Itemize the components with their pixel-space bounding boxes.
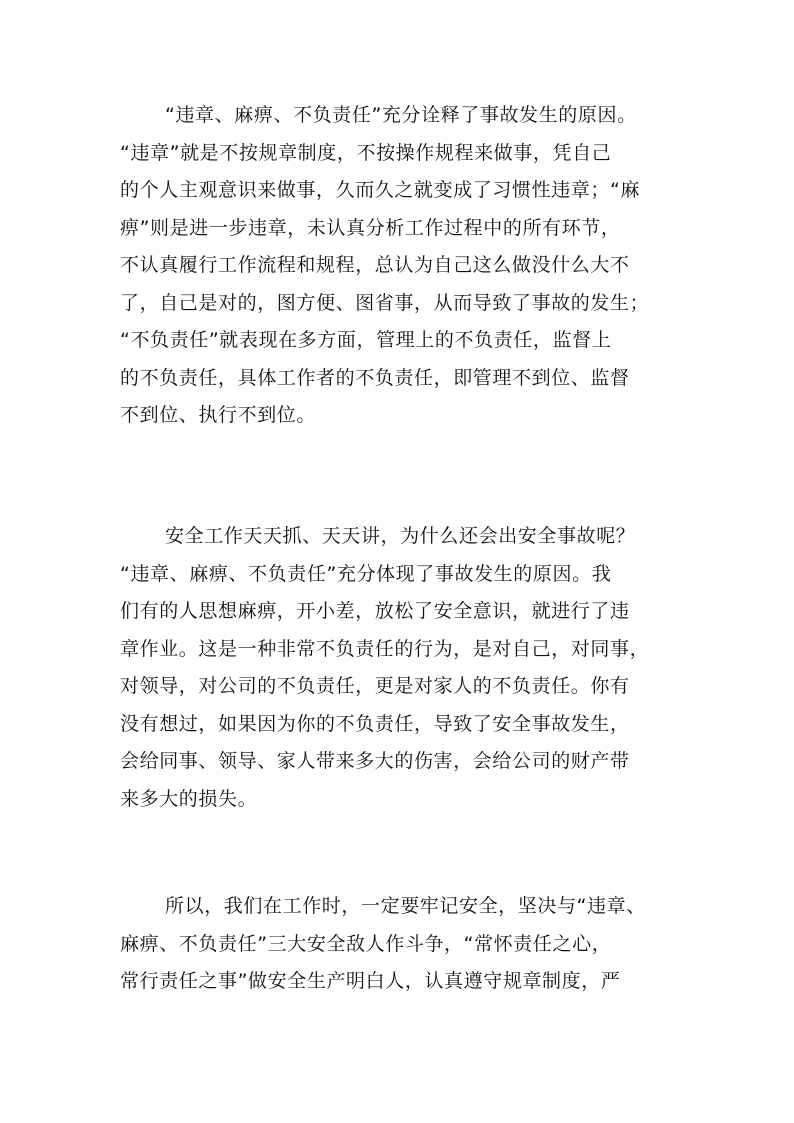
paragraph-line: 痹”则是进一步违章，未认真分析工作过程中的所有环节， bbox=[120, 216, 621, 239]
paragraph-line: 没有想过，如果因为你的不负责任，导致了安全事故发生， bbox=[120, 712, 630, 735]
paragraph-line: “不负责任”就表现在多方面，管理上的不负责任，监督上 bbox=[120, 329, 612, 351]
paragraph-line: 所以，我们在工作时，一定要牢记安全，坚决与“违章、 bbox=[165, 895, 646, 917]
paragraph-line: 安全工作天天抓、天天讲，为什么还会出安全事故呢？ bbox=[165, 525, 636, 547]
paragraph-line: 麻痹、不负责任”三大安全敌人作斗争，“常怀责任之心， bbox=[120, 932, 612, 955]
paragraph-3 bbox=[120, 888, 680, 1001]
paragraph-line: 常行责任之事”做安全生产明白人，认真遵守规章制度，严 bbox=[120, 970, 621, 992]
paragraph-line: “违章、麻痹、不负责任”充分诠释了事故发生的原因。 bbox=[165, 104, 637, 126]
paragraph-line: 的不负责任，具体工作者的不负责任，即管理不到位、监督 bbox=[120, 366, 630, 389]
paragraph-line: 对领导，对公司的不负责任，更是对家人的不负责任。你有 bbox=[120, 675, 630, 697]
paragraph-line: 的个人主观意识来做事，久而久之就变成了习惯性违章；“麻 bbox=[120, 179, 641, 201]
paragraph-line: 来多大的损失。 bbox=[120, 787, 258, 810]
paragraph-line: 章作业。这是一种非常不负责任的行为，是对自己，对同事， bbox=[120, 637, 650, 660]
paragraph-line: 不到位、执行不到位。 bbox=[120, 404, 317, 426]
paragraph-line: 会给同事、领导、家人带来多大的伤害，会给公司的财产带 bbox=[120, 750, 630, 772]
paragraph-line: “违章”就是不按规章制度，不按操作规程来做事，凭自己 bbox=[120, 141, 612, 164]
paragraph-2 bbox=[120, 518, 680, 818]
paragraph-line: 不认真履行工作流程和规程，总认为自己这么做没什么大不 bbox=[120, 254, 630, 276]
paragraph-line: 们有的人思想麻痹，开小差，放松了安全意识，就进行了违 bbox=[120, 600, 630, 622]
paragraph-line: 了，自己是对的，图方便、图省事，从而导致了事故的发生； bbox=[120, 291, 650, 314]
paragraph-line: “违章、麻痹、不负责任”充分体现了事故发生的原因。我 bbox=[120, 562, 612, 585]
paragraph-1 bbox=[120, 97, 680, 435]
